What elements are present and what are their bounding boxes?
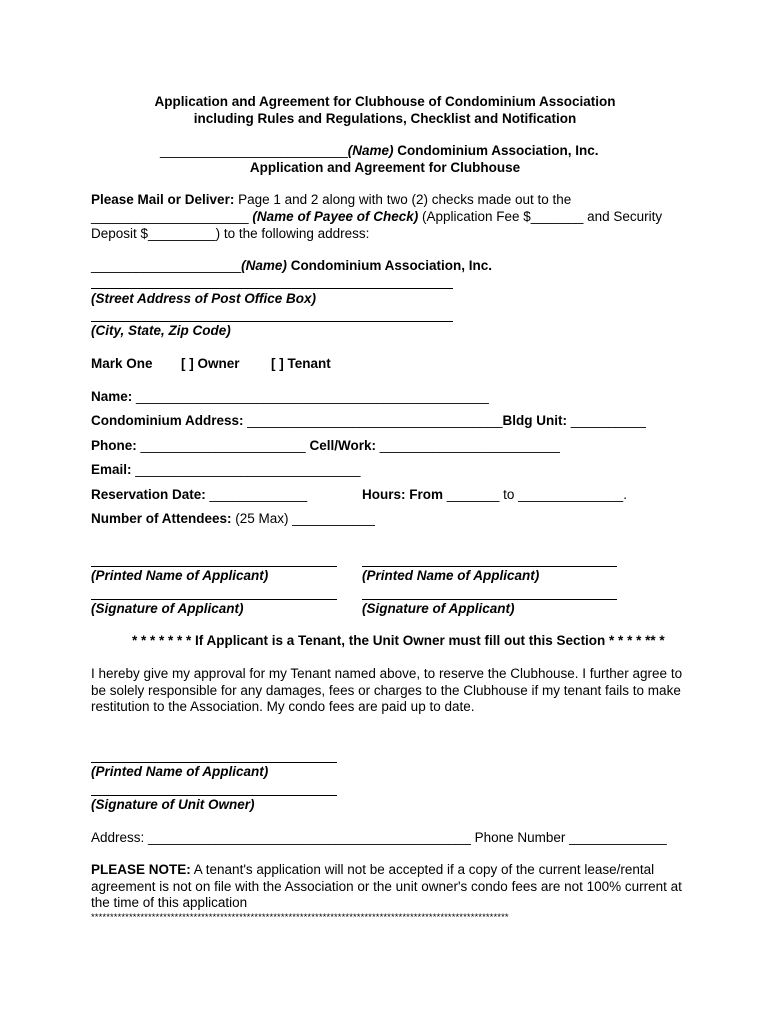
application-heading: Application and Agreement for Clubhouse (249, 160, 521, 175)
mail-instructions-line-1 (91, 192, 571, 208)
document-title-line-2: including Rules and Regulations, Checklist and Notification (193, 111, 577, 126)
hours-input[interactable]: _______ to ______________. (446, 487, 627, 502)
address-name-blank[interactable]: ____________________ (91, 258, 242, 273)
association-suffix: Condominium Association, Inc. (393, 143, 599, 158)
please-note-label: PLEASE NOTE: (91, 862, 191, 877)
please-note-text: A tenant's application will not be accepted if a copy of the current lease/rental agreement is not on file with the Association or the unit owner's condo fees are not 100% current at the time of this application (91, 862, 682, 910)
address-name-line (91, 258, 492, 274)
email-row (91, 462, 361, 478)
owner-signature-label: (Signature of Unit Owner) (91, 797, 255, 812)
fee-text: (Application Fee $_______ and Security (418, 209, 663, 224)
city-state-zip-line[interactable] (91, 321, 453, 322)
printed-name-line-2[interactable] (362, 566, 617, 567)
phone-label: Phone: (91, 438, 141, 453)
bldg-unit-label: Bldg Unit: (502, 413, 571, 428)
bldg-unit-input[interactable]: __________ (570, 413, 646, 428)
email-label: Email: (91, 462, 136, 477)
printed-name-label-2: (Printed Name of Applicant) (362, 568, 540, 583)
cell-work-input[interactable]: ________________________ (379, 438, 560, 453)
name-label: (Name) (347, 143, 394, 158)
attendees-label: Number of Attendees: (91, 511, 232, 526)
association-heading (160, 143, 598, 159)
reservation-date-row (91, 487, 307, 503)
stars-divider: ************************************************************************************************************** (91, 912, 509, 923)
payee-name-blank[interactable]: _____________________ (91, 209, 249, 224)
street-address-label: (Street Address of Post Office Box) (91, 291, 317, 306)
attendees-row (91, 511, 375, 527)
reservation-date-input[interactable]: _____________ (209, 487, 308, 502)
owner-approval-paragraph: I hereby give my approval for my Tenant named above, to reserve the Clubhouse. I further agree to be solely responsible for any damages, fees or charges to the Clubhouse if my tenant fails to make restitution to the Association. My condo fees are paid up to date. (91, 666, 683, 714)
signature-label-2: (Signature of Applicant) (362, 601, 515, 616)
owner-printed-name-line[interactable] (91, 762, 337, 763)
tenant-section-heading: * * * * * * * If Applicant is a Tenant, the Unit Owner must fill out this Section * * * * ** * (132, 633, 665, 648)
signature-line-2[interactable] (362, 599, 617, 600)
condo-address-input[interactable]: __________________________________ (247, 413, 503, 428)
signature-label-1: (Signature of Applicant) (91, 601, 244, 616)
mail-instructions-line-2 (91, 209, 662, 225)
mail-instructions-line-3: Deposit $_________) to the following address: (91, 226, 370, 241)
owner-checkbox[interactable]: [ ] Owner (181, 356, 240, 371)
email-input[interactable]: ______________________________ (135, 462, 361, 477)
address-name-label: (Name) (241, 258, 287, 273)
city-state-zip-label: (City, State, Zip Code) (91, 323, 231, 338)
owner-address-phone-row[interactable]: Address: ___________________________________________ Phone Number _____________ (91, 830, 667, 845)
mail-text-1: Page 1 and 2 along with two (2) checks made out to the (234, 192, 572, 207)
condo-address-row (91, 413, 646, 429)
address-association-suffix: Condominium Association, Inc. (286, 258, 492, 273)
cell-work-label: Cell/Work: (305, 438, 380, 453)
hours-label: Hours: From (362, 487, 447, 502)
hours-row (362, 487, 627, 503)
printed-name-line-1[interactable] (91, 566, 337, 567)
phone-row (91, 438, 560, 454)
document-title-line-1: Application and Agreement for Clubhouse of Condominium Association (154, 94, 616, 109)
owner-signature-line[interactable] (91, 795, 337, 796)
association-name-blank[interactable]: _________________________ (160, 143, 348, 158)
printed-name-label-1: (Printed Name of Applicant) (91, 568, 269, 583)
street-address-line[interactable] (91, 288, 453, 289)
tenant-checkbox[interactable]: [ ] Tenant (271, 356, 331, 371)
payee-label: (Name of Payee of Check) (248, 209, 419, 224)
condo-address-label: Condominium Address: (91, 413, 248, 428)
phone-input[interactable]: ______________________ (140, 438, 306, 453)
name-field-row (91, 389, 489, 405)
owner-printed-name-label: (Printed Name of Applicant) (91, 764, 269, 779)
mark-one-label: Mark One (91, 356, 153, 371)
attendees-input[interactable]: (25 Max) ___________ (231, 511, 375, 526)
signature-line-1[interactable] (91, 599, 337, 600)
name-field-label: Name: (91, 389, 137, 404)
name-field-input[interactable]: _______________________________________________ (136, 389, 489, 404)
reservation-date-label: Reservation Date: (91, 487, 210, 502)
please-note-paragraph (91, 862, 691, 912)
mail-label: Please Mail or Deliver: (91, 192, 235, 207)
